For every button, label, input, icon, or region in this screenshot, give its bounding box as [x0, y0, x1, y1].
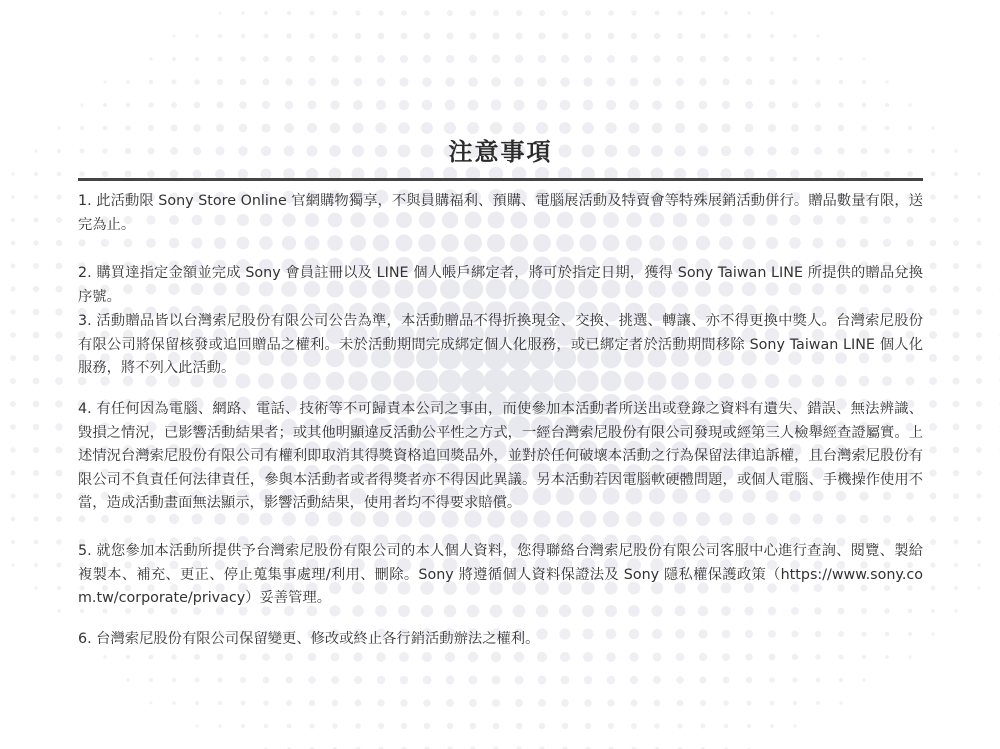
notice-item-5: 5. 就您參加本活動所提供予台灣索尼股份有限公司的本人個人資料，您得聯絡台灣索尼股份有限公司客服中心進行查詢、閱覽、製給複製本、補充、更正、停止蒐集事處理/利用、刪除。Sony 將遵循個人資料保證法及 Sony 隱私權保護政策（https://www.sony.com.tw/corporate/privacy）妥善管理。	[78, 543, 923, 606]
notice-item-2: 2. 購買達指定金額並完成 Sony 會員註冊以及 LINE 個人帳戶綁定者，將可於指定日期，獲得 Sony Taiwan LINE 所提供的贈品兌換序號。	[78, 265, 923, 305]
notice-item-3: 3. 活動贈品皆以台灣索尼股份有限公司公告為準，本活動贈品不得折換現金、交換、挑選、轉讓、亦不得更換中獎人。台灣索尼股份有限公司將保留核發或追回贈品之權利。未於活動期間完成綁定個人化服務，或已綁定者於活動期間移除 Sony Taiwan LINE 個人化服務，將不列入此活動。	[78, 313, 923, 376]
notice-item-4: 4. 有任何因為電腦、網路、電話、技術等不可歸責本公司之事由，而使參加本活動者所送出或登錄之資料有遺失、錯誤、無法辨識、毀損之情況，已影響活動結果者；或其他明顯違反活動公平性之方式，一經台灣索尼股份有限公司發現或經第三人檢舉經查證屬實。上述情況台灣索尼股份有限公司有權利即取消其得獎資格追回獎品外，並對於任何破壞本活動之行為保留法律追訴權，且台灣索尼股份有限公司不負責任何法律責任，參與本活動者或者得獎者亦不得因此異議。另本活動若因電腦軟硬體問題，或個人電腦、手機操作使用不當，造成活動畫面無法顯示，影響活動結果，使用者均不得要求賠償。	[78, 401, 923, 511]
title-divider	[78, 178, 923, 181]
notice-item-1: 1. 此活動限 Sony Store Online 官網購物獨享，不與員購福利、預購、電腦展活動及特賣會等特殊展銷活動併行。贈品數量有限，送完為止。	[78, 193, 923, 233]
notice-item-6: 6. 台灣索尼股份有限公司保留變更、修改或終止各行銷活動辦法之權利。	[78, 631, 540, 647]
page-title: 注意事項	[448, 138, 553, 166]
